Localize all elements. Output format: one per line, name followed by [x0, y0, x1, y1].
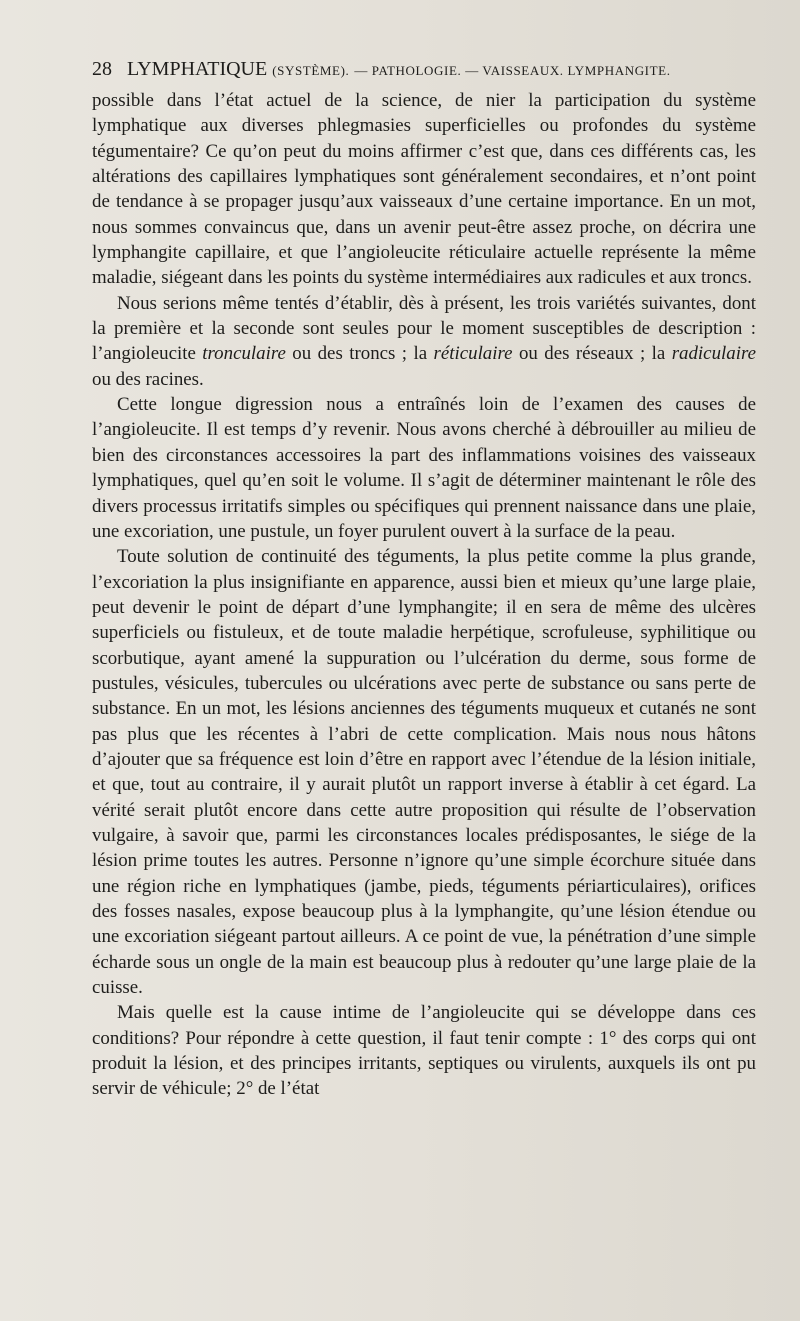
paragraph: possible dans l’état actuel de la science, de nier la participation du système lymphatique aux diverses phlegmasies superficielles ou profondes du système tégumentaire? Ce qu’on peut du moins affirmer c’est que, dans ces différents cas, les altérations des capillaires lymphatiques sont généralement secondaires, et n’ont point de tendance à se propager jusqu’aux vaisseaux d’une certaine importance. En un mot, nous sommes convaincus que, dans un avenir peut-être assez proche, on décrira une lymphangite capillaire, et que l’angioleucite réticulaire actuelle représente la même maladie, siégeant dans les points du système intermédiaires aux radicules et aux troncs.	[92, 90, 756, 289]
paragraph: Toute solution de continuité des téguments, la plus petite comme la plus grande, l’excoriation la plus insignifiante en apparence, aussi bien et mieux qu’une large plaie, peut devenir le point de départ d’une lymphangite; il en sera de même des ulcères superficiels ou fistuleux, et de toute maladie herpétique, scrofuleuse, syphilitique ou scorbutique, ayant amené la suppuration ou l’ulcération du derme, sous forme de pustules, vésicules, tubercules ou ulcérations avec perte de substance ou sans perte de substance. En un mot, les lésions anciennes des téguments muqueux et cutanés ne sont pas plus que les récentes à l’abri de cette complication. Mais nous nous hâtons d’ajouter que sa fréquence est loin d’être en rapport avec l’étendue de la lésion initiale, et que, tout au contraire, il y aurait plutôt un rapport inverse à établir à cet égard. La vérité serait plutôt encore dans cette autre proposition qui résulte de l’observation vulgaire, à savoir que, parmi les circonstances locales prédisposantes, le siége de la lésion prime toutes les autres. Personne n’ignore qu’une simple écorchure située dans une région riche en lymphatiques (jambe, pieds, téguments périarticulaires), orifices des fosses nasales, expose beaucoup plus à la lymphangite, qu’une lésion étendue ou une excoriation siégeant partout ailleurs. A ce point de vue, la pénétration d’une simple écharde sous un ongle de la main est beaucoup plus à redouter qu’une large plaie de la cuisse.	[92, 546, 756, 999]
header-subtitle: (SYSTÈME).	[272, 63, 350, 78]
paragraph: Cette longue digression nous a entraînés loin de l’examen des causes de l’angioleucite. Il est temps d’y revenir. Nous avons cherché à débrouiller au milieu de bien des circonstances accessoires la part des inflammations voisines des vaisseaux lymphatiques, quel qu’en soit le volume. Il s’agit de déterminer maintenant le rôle des divers processus irritatifs simples ou spécifiques qui prennent naissance dans une plaie, une excoriation, une pustule, un foyer purulent ouvert à la surface de la peau.	[92, 394, 756, 542]
paragraph: Mais quelle est la cause intime de l’angioleucite qui se développe dans ces conditions? Pour répondre à cette question, il faut tenir compte : 1° des corps qui ont produit la lésion, et des principes irritants, septiques ou virulents, auxquels ils ont pu servir de véhicule; 2° de l’état	[92, 1002, 756, 1100]
header-title: LYMPHATIQUE	[127, 58, 268, 80]
body-text	[92, 88, 756, 1102]
text-run: ou des troncs ; la	[285, 343, 434, 365]
page-number: 28	[92, 58, 112, 80]
text-run: ou des réseaux ; la	[512, 343, 672, 365]
italic-term-radiculaire: radiculaire	[671, 343, 756, 365]
header-section: — PATHOLOGIE. — VAISSEAUX. LYMPHANGITE.	[354, 63, 671, 78]
running-header	[92, 54, 764, 84]
text-run: Nous serions même tentés d’établir, dès à présent, les trois variétés suivantes, dont la première et la seconde sont seules pour le moment susceptibles de description : l’angioleucite	[92, 292, 756, 365]
text-run: ou des racines.	[92, 368, 204, 390]
italic-term-reticulaire: réticulaire	[433, 343, 513, 365]
italic-term-tronculaire: tronculaire	[202, 343, 286, 365]
paragraph	[92, 291, 756, 392]
